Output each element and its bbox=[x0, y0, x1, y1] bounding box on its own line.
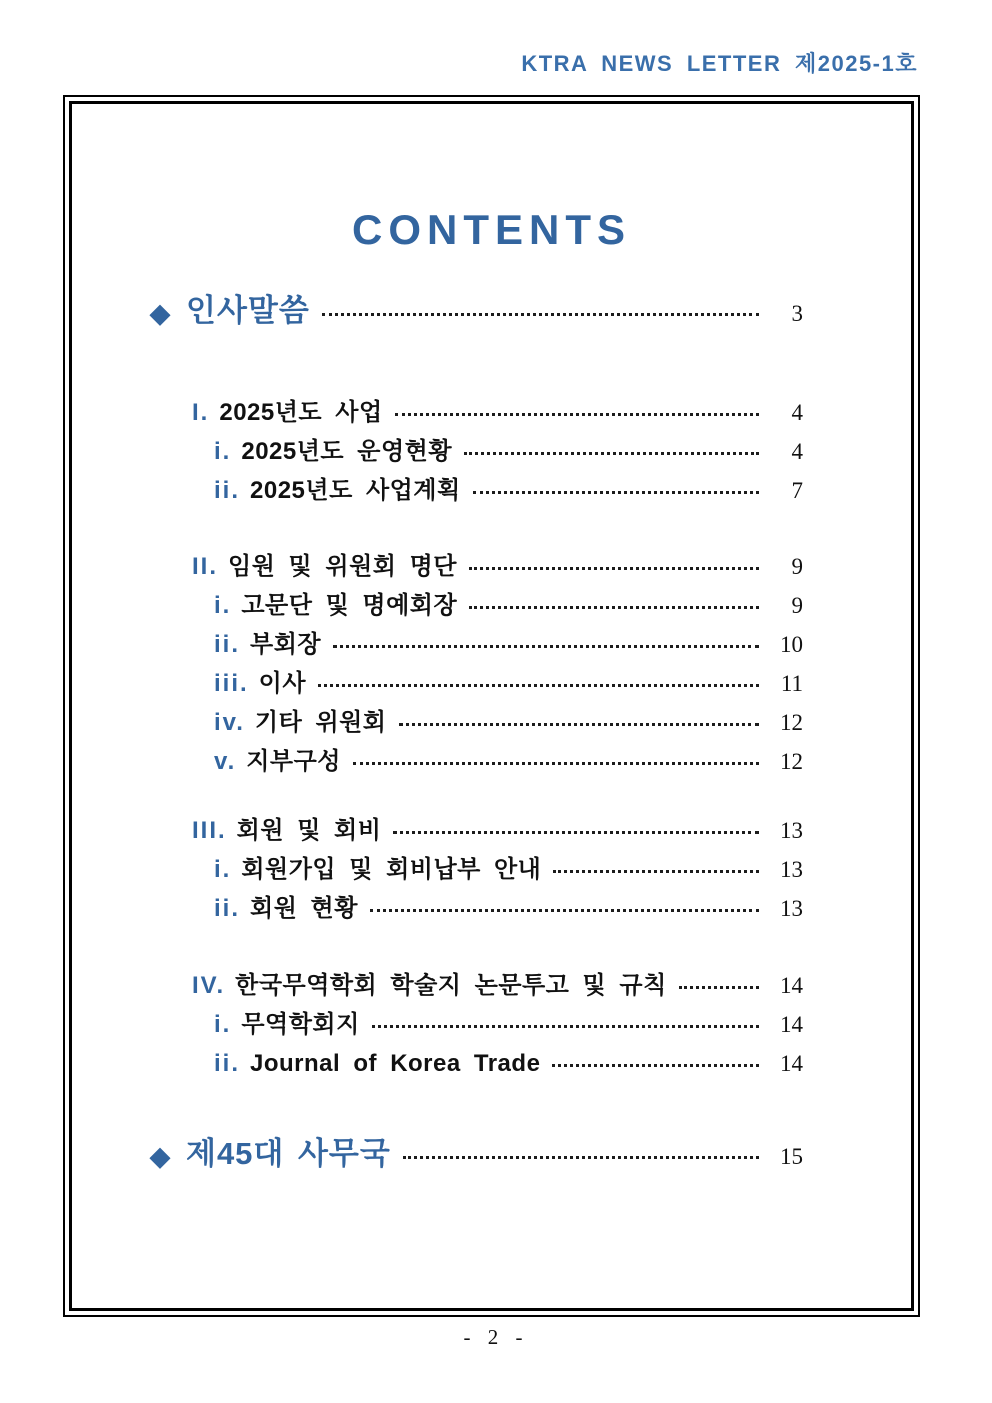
toc-entry-label: 부회장 bbox=[250, 631, 322, 658]
dot-leader bbox=[469, 606, 759, 609]
toc-entry-numeral: ii. bbox=[214, 477, 241, 504]
toc-entry bbox=[72, 432, 911, 471]
toc-entry-page: 3 bbox=[791, 301, 803, 326]
toc-entry-numeral: IV. bbox=[192, 972, 226, 999]
toc-entry-numeral: v. bbox=[214, 748, 237, 775]
toc-group-3 bbox=[72, 811, 911, 928]
dot-leader bbox=[399, 723, 760, 726]
dot-leader bbox=[370, 909, 759, 912]
toc-entry-page: 15 bbox=[780, 1144, 803, 1169]
toc-entry-page: 9 bbox=[791, 554, 803, 579]
toc-entry bbox=[72, 703, 911, 742]
dot-leader bbox=[469, 567, 759, 570]
toc-group-office bbox=[72, 1131, 911, 1180]
toc-entry-label: 2025년도 운영현황 bbox=[241, 438, 453, 465]
toc-entry-label: Journal of Korea Trade bbox=[250, 1050, 541, 1077]
toc-entry-page: 13 bbox=[780, 818, 803, 843]
toc-entry-label: 기타 위원회 bbox=[254, 709, 387, 736]
toc-entry-label: 인사말씀 bbox=[186, 293, 310, 328]
toc-entry-label: 이사 bbox=[258, 670, 307, 697]
dot-leader bbox=[395, 413, 759, 416]
toc-entry-page: 12 bbox=[780, 710, 803, 735]
toc-entry-label: 지부구성 bbox=[246, 748, 341, 775]
toc-group-4 bbox=[72, 966, 911, 1083]
dot-leader bbox=[679, 986, 759, 989]
toc-entry-label: 임원 및 위원회 명단 bbox=[228, 553, 457, 580]
toc-entry-numeral: i. bbox=[214, 592, 232, 619]
toc-entry-page: 14 bbox=[780, 1051, 803, 1076]
toc-entry-page: 13 bbox=[780, 896, 803, 921]
toc-entry-label: 제45대 사무국 bbox=[186, 1136, 391, 1171]
toc-entry-page: 4 bbox=[791, 439, 803, 464]
toc-entry-page: 11 bbox=[780, 671, 803, 696]
contents-frame bbox=[63, 95, 920, 1317]
toc-entry-label: 고문단 및 명예회장 bbox=[241, 592, 458, 619]
dot-leader bbox=[553, 870, 759, 873]
toc-entry-page: 14 bbox=[780, 973, 803, 998]
toc-entry bbox=[72, 471, 911, 510]
dot-leader bbox=[322, 313, 759, 316]
dot-leader bbox=[552, 1064, 759, 1067]
toc-entry-page: 13 bbox=[780, 857, 803, 882]
dot-leader bbox=[318, 684, 759, 687]
diamond-icon: ◆ bbox=[150, 297, 170, 328]
toc-entry-numeral: ii. bbox=[214, 631, 241, 658]
toc-entry bbox=[72, 625, 911, 664]
toc-entry-label: 무역학회지 bbox=[241, 1011, 360, 1038]
toc-entry bbox=[72, 811, 911, 850]
dot-leader bbox=[333, 645, 759, 648]
toc-entry bbox=[72, 850, 911, 889]
page-number-footer: - 2 - bbox=[463, 1325, 529, 1349]
toc-entry-page: 12 bbox=[780, 749, 803, 774]
dot-leader bbox=[473, 491, 759, 494]
table-of-contents bbox=[72, 288, 911, 1180]
toc-entry bbox=[72, 586, 911, 625]
toc-entry-label: 회원 현황 bbox=[250, 895, 358, 922]
toc-group-2 bbox=[72, 547, 911, 781]
toc-entry-page: 9 bbox=[791, 593, 803, 618]
toc-group-1 bbox=[72, 393, 911, 510]
toc-entry bbox=[72, 547, 911, 586]
toc-entry-numeral: ii. bbox=[214, 1050, 241, 1077]
toc-entry bbox=[72, 889, 911, 928]
toc-entry bbox=[72, 966, 911, 1005]
toc-entry-numeral: iv. bbox=[214, 709, 245, 736]
dot-leader bbox=[372, 1025, 759, 1028]
toc-entry-label: 2025년도 사업계획 bbox=[250, 477, 461, 504]
toc-entry-numeral: i. bbox=[214, 438, 232, 465]
toc-entry bbox=[72, 393, 911, 432]
dot-leader bbox=[353, 762, 759, 765]
dot-leader bbox=[403, 1156, 759, 1159]
toc-entry-page: 4 bbox=[791, 400, 803, 425]
toc-entry-numeral: III. bbox=[192, 817, 227, 844]
toc-entry-page: 7 bbox=[791, 478, 803, 503]
toc-entry-numeral: II. bbox=[192, 553, 219, 580]
toc-entry-numeral: i. bbox=[214, 856, 232, 883]
dot-leader bbox=[393, 831, 759, 834]
toc-entry bbox=[72, 288, 911, 337]
toc-group-greeting bbox=[72, 288, 911, 337]
toc-entry-page: 10 bbox=[780, 632, 803, 657]
toc-entry bbox=[72, 1005, 911, 1044]
toc-entry bbox=[72, 1131, 911, 1180]
toc-entry-label: 2025년도 사업 bbox=[219, 399, 383, 426]
toc-entry-numeral: ii. bbox=[214, 895, 241, 922]
toc-entry-label: 회원가입 및 회비납부 안내 bbox=[241, 856, 542, 883]
toc-entry-numeral: I. bbox=[192, 399, 210, 426]
newsletter-header: KTRA NEWS LETTER 제2025-1호 bbox=[521, 51, 918, 76]
toc-entry-label: 한국무역학회 학술지 논문투고 및 규칙 bbox=[235, 972, 667, 999]
diamond-icon: ◆ bbox=[150, 1140, 170, 1171]
toc-entry bbox=[72, 742, 911, 781]
contents-frame-inner bbox=[69, 101, 914, 1311]
toc-entry-label: 회원 및 회비 bbox=[236, 817, 382, 844]
page-title: CONTENTS bbox=[352, 206, 631, 253]
toc-entry bbox=[72, 664, 911, 703]
toc-entry-numeral: iii. bbox=[214, 670, 249, 697]
dot-leader bbox=[464, 452, 759, 455]
toc-entry-numeral: i. bbox=[214, 1011, 232, 1038]
toc-entry bbox=[72, 1044, 911, 1083]
toc-entry-page: 14 bbox=[780, 1012, 803, 1037]
